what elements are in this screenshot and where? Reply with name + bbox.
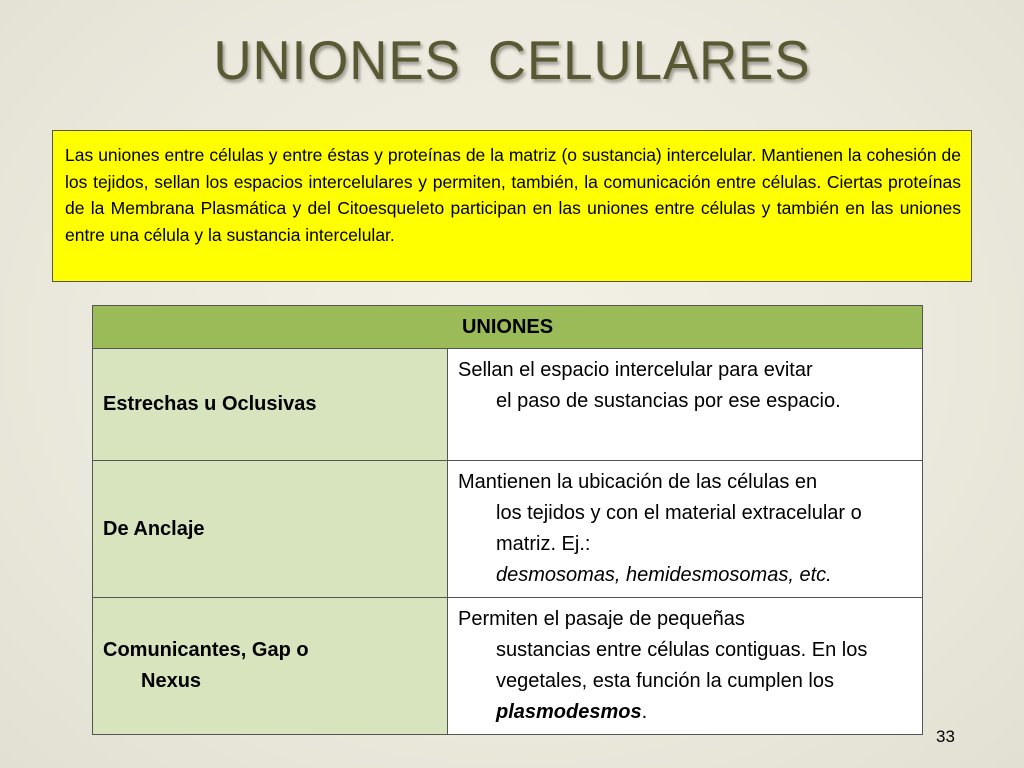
- union-description: [448, 349, 923, 461]
- union-description: [448, 461, 923, 598]
- description-tail: .: [641, 701, 648, 723]
- description-first-line: Sellan el espacio intercelular para evitar: [458, 359, 813, 381]
- union-type-name: Estrechas u Oclusivas: [103, 393, 317, 415]
- union-type-label: [93, 598, 448, 735]
- union-type-name: Comunicantes, Gap o: [103, 639, 309, 661]
- table-row: [93, 598, 923, 735]
- union-type-label: [93, 461, 448, 598]
- description-continuation: sustancias entre células contiguas. En los vegetales, esta función la cumplen los: [496, 639, 868, 692]
- description-emphasis: plasmodesmos: [496, 701, 642, 723]
- description-examples: desmosomas, hemidesmosomas, etc.: [496, 564, 832, 586]
- intro-text-box: Las uniones entre células y entre éstas y proteínas de la matriz (o sustancia) intercelular. Mantienen la cohesión de los tejidos, sellan los espacios intercelulares y permiten, también, la comunicación entre células. Ciertas proteínas de la Membrana Plasmática y del Citoesqueleto participan en las uniones entre células y también en las uniones entre una célula y la sustancia intercelular.: [52, 130, 972, 282]
- description-first-line: Permiten el pasaje de pequeñas: [458, 608, 745, 630]
- unions-table: [92, 305, 923, 735]
- union-type-name-continuation: Nexus: [141, 670, 202, 692]
- description-continuation: el paso de sustancias por ese espacio.: [496, 390, 841, 412]
- description-continuation: los tejidos y con el material extracelular o matriz. Ej.:: [496, 502, 862, 555]
- slide-title: UNIONES CELULARES: [213, 29, 811, 91]
- table-header-row: [93, 306, 923, 349]
- union-type-name: De Anclaje: [103, 517, 205, 540]
- table-row: [93, 349, 923, 461]
- description-first-line: Mantienen la ubicación de las células en: [458, 471, 818, 493]
- table-row: [93, 461, 923, 598]
- union-description: [448, 598, 923, 735]
- union-type-label: [93, 349, 448, 461]
- table-header: UNIONES: [93, 306, 923, 349]
- slide-number: 33: [936, 727, 955, 746]
